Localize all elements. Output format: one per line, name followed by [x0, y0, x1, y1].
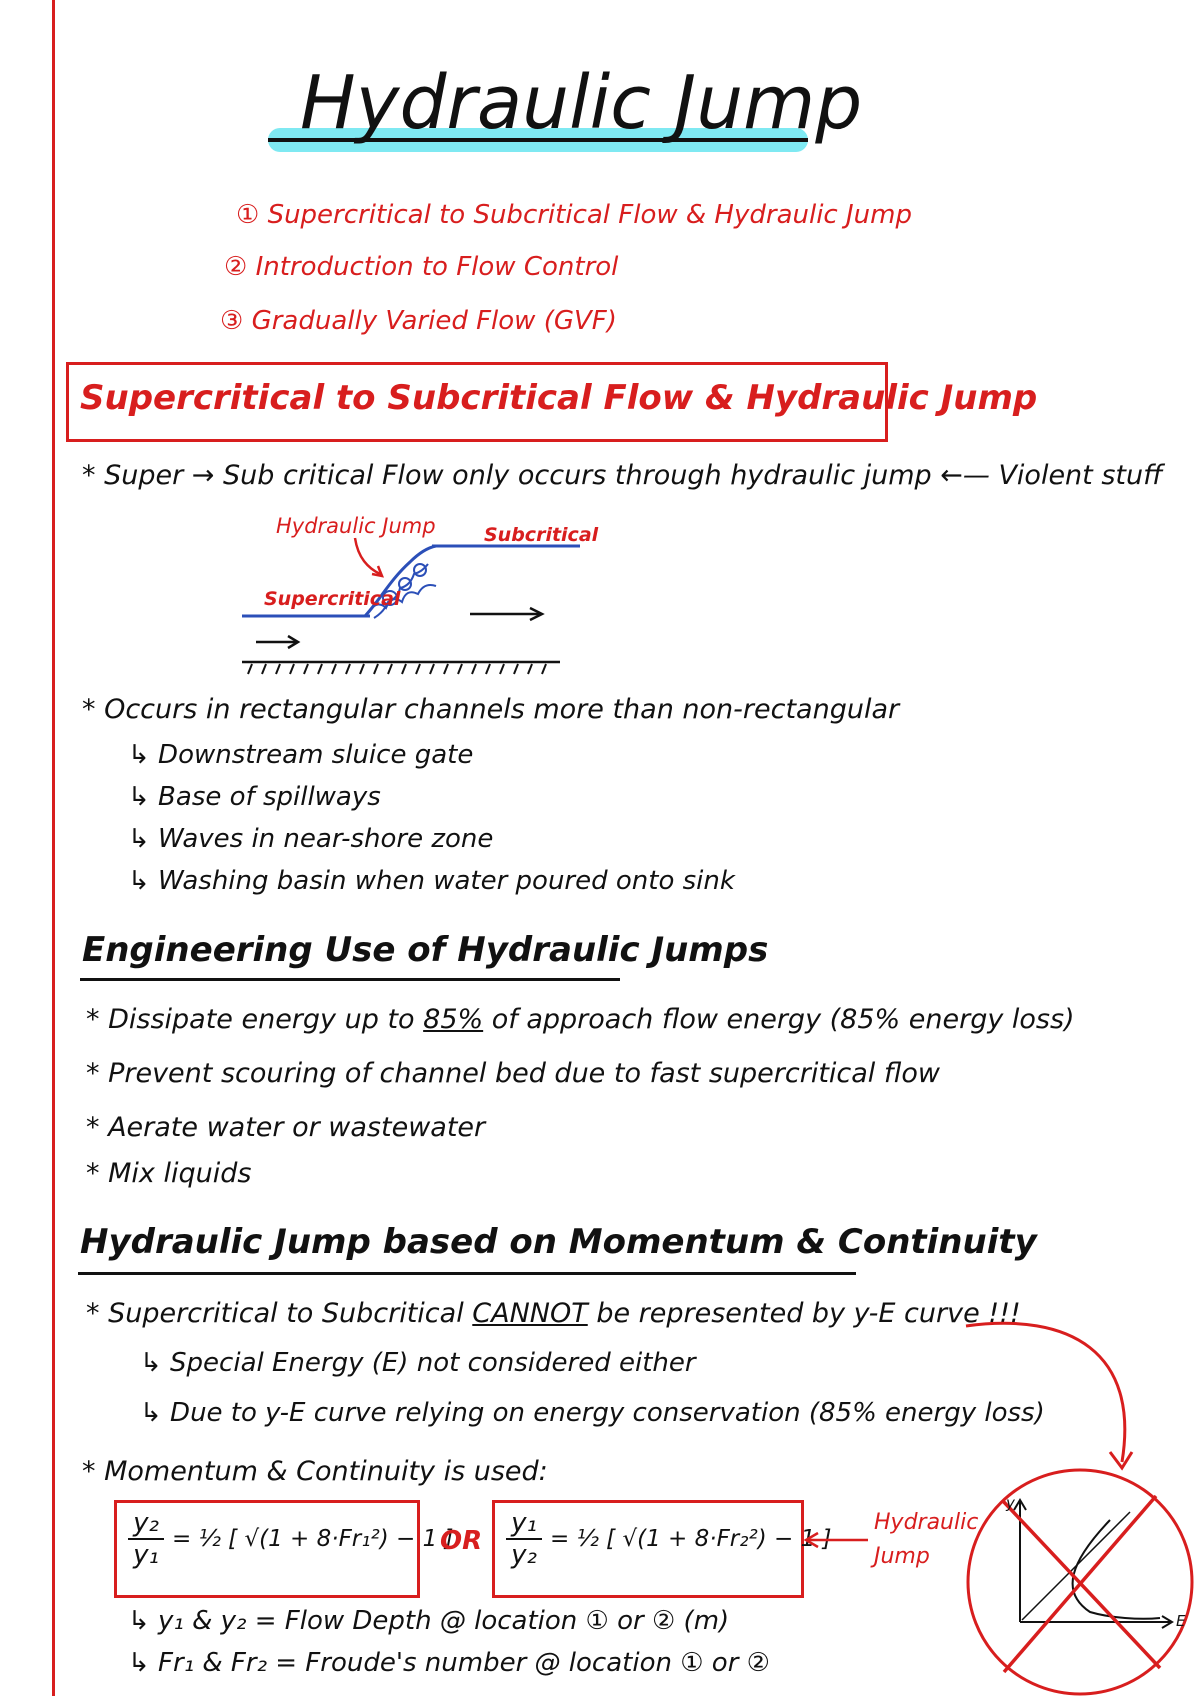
toc-item-2: ② Introduction to Flow Control: [224, 252, 619, 282]
bullet-occurs: * Occurs in rectangular channels more than non-rectangular: [82, 694, 900, 725]
use-item-1: * Dissipate energy up to 85% of approach flow energy (85% energy loss): [86, 1004, 1075, 1035]
section-2-underline: [80, 978, 620, 981]
example-2: ↳ Base of spillways: [128, 782, 381, 812]
eq1-fraction: y₂ y₁: [128, 1508, 164, 1570]
eq2-rhs: = ½ [ √(1 + 8·Fr₂²) − 1 ]: [550, 1526, 832, 1552]
graph-axis-e: E: [1176, 1612, 1186, 1630]
page-title: Hydraulic Jump: [300, 60, 863, 146]
sub-energy-conservation: ↳ Due to y-E curve relying on energy conservation (85% energy loss): [140, 1398, 1045, 1428]
definition-froude: ↳ Fr₁ & Fr₂ = Froude's number @ location ① or ②: [128, 1648, 770, 1678]
section-heading-1: Supercritical to Subcritical Flow & Hydraulic Jump: [80, 378, 1038, 418]
section-heading-2: Engineering Use of Hydraulic Jumps: [82, 930, 769, 970]
use-item-4: * Mix liquids: [86, 1158, 252, 1189]
crossed-out-ye-curve: [960, 1312, 1200, 1696]
definition-depth: ↳ y₁ & y₂ = Flow Depth @ location ① or ② (m): [128, 1606, 730, 1636]
eq1-rhs: = ½ [ √(1 + 8·Fr₁²) − 1 ]: [172, 1526, 454, 1552]
arrow-label-hydraulic-jump: Hydraulic Jump: [874, 1510, 979, 1569]
equation-arrow: [802, 1530, 872, 1550]
diagram-label-supercritical: Supercritical: [264, 588, 401, 610]
section-3-underline: [78, 1272, 856, 1275]
or-label: OR: [440, 1526, 483, 1556]
use-item-2: * Prevent scouring of channel bed due to fast supercritical flow: [86, 1058, 940, 1089]
momentum-line: * Momentum & Continuity is used:: [82, 1456, 548, 1487]
graph-axis-y: y: [1006, 1494, 1015, 1512]
bullet-super-sub: * Super → Sub critical Flow only occurs through hydraulic jump ←— Violent stuff: [82, 460, 1163, 491]
margin-line: [52, 0, 55, 1696]
use-item-3: * Aerate water or wastewater: [86, 1112, 486, 1143]
eq2-fraction: y₁ y₂: [506, 1508, 542, 1570]
toc-item-1: ① Supercritical to Subcritical Flow & Hydraulic Jump: [236, 200, 912, 230]
diagram-label-subcritical: Subcritical: [484, 524, 599, 546]
example-3: ↳ Waves in near-shore zone: [128, 824, 494, 854]
diagram-label-jump: Hydraulic Jump: [276, 514, 436, 538]
toc-item-3: ③ Gradually Varied Flow (GVF): [220, 306, 617, 336]
example-1: ↳ Downstream sluice gate: [128, 740, 474, 770]
cannot-line: * Supercritical to Subcritical CANNOT be represented by y-E curve !!!: [86, 1298, 1021, 1329]
sub-special-energy: ↳ Special Energy (E) not considered either: [140, 1348, 696, 1378]
example-4: ↳ Washing basin when water poured onto sink: [128, 866, 735, 896]
section-heading-3: Hydraulic Jump based on Momentum & Continuity: [80, 1222, 1037, 1262]
